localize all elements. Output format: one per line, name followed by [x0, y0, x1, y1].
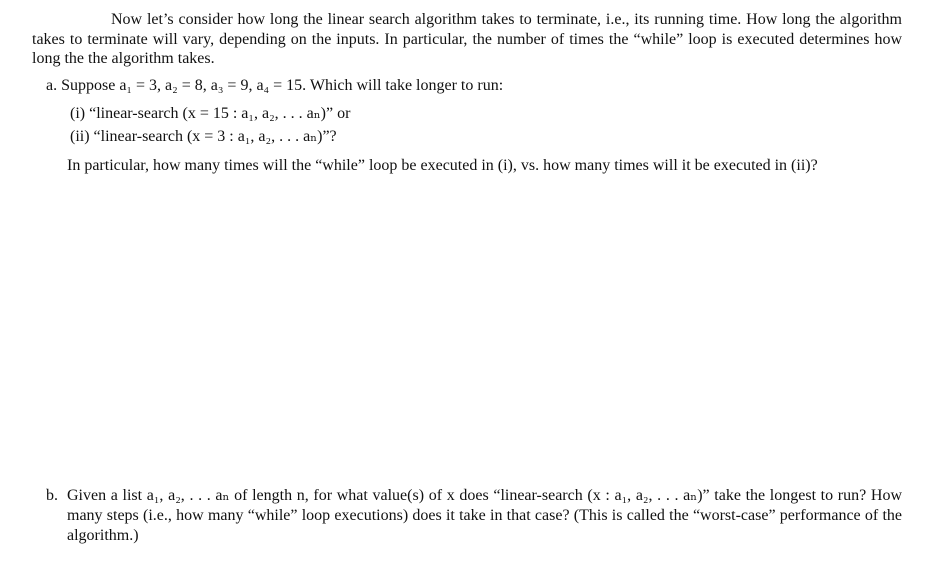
- part-b-item: [46, 486, 902, 546]
- part-a-question: a. Suppose a₁ = 3, a₂ = 8, a₃ = 9, a₄ = 15. Which will take longer to run:: [46, 77, 504, 94]
- intro-paragraph: Now let’s consider how long the linear search algorithm takes to terminate, i.e., its running time. How long the algorithm takes to terminate will vary, depending on the inputs. In particular, the number of times the “while” loop is executed determines how long the the algorithm takes.: [32, 11, 902, 67]
- part-b-label: b.: [46, 487, 58, 504]
- part-a-option-i: (i) “linear-search (x = 15 : a₁, a₂, . . . aₙ)” or: [70, 105, 351, 122]
- part-a-option-ii: (ii) “linear-search (x = 3 : a₁, a₂, . . . aₙ)”?: [70, 128, 337, 145]
- part-b-question: Given a list a₁, a₂, . . . aₙ of length n, for what value(s) of x does “linear-search (x : a₁, a₂, . . . aₙ)” take the longest to run? How many steps (i.e., how many “while” loop executions) does it take in that case? (This is called the “worst-case” performance of the algorithm.): [67, 487, 902, 544]
- part-a-follow-up: In particular, how many times will the “while” loop be executed in (i), vs. how many times will it be executed in (ii)?: [67, 157, 818, 174]
